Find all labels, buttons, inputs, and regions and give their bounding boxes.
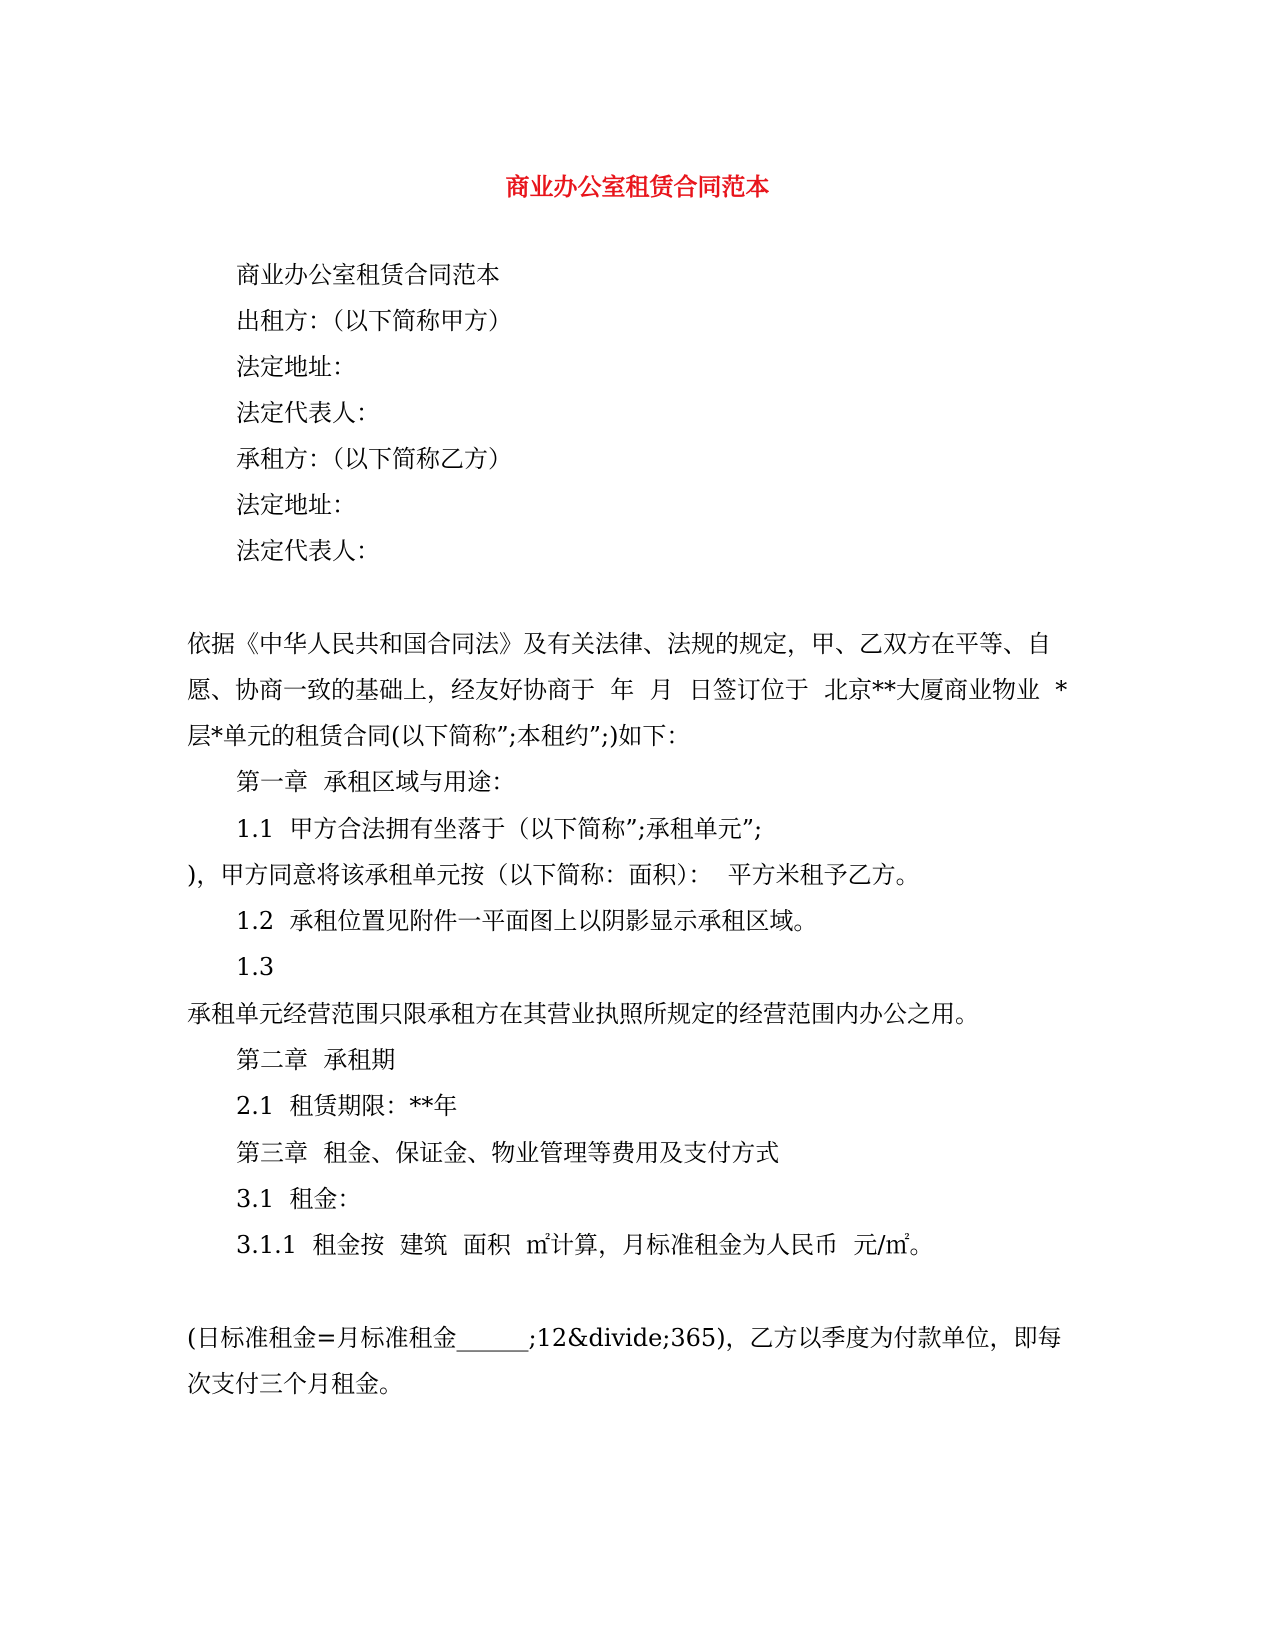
body-line: 承租方：（以下简称乙方） bbox=[236, 445, 512, 473]
chapter-heading: 第三章 租金、保证金、物业管理等费用及支付方式 bbox=[236, 1139, 780, 1167]
body-line: 出租方：（以下简称甲方） bbox=[236, 307, 512, 335]
body-line: 1.3 bbox=[236, 953, 275, 981]
body-line: 商业办公室租赁合同范本 bbox=[236, 261, 500, 289]
body-line: 3.1.1 租金按 建筑 面积 ㎡计算，月标准租金为人民币 元/㎡。 bbox=[236, 1231, 934, 1259]
body-line: 法定代表人： bbox=[236, 399, 380, 427]
body-line: 3.1 租金： bbox=[236, 1185, 362, 1213]
chapter-heading: 第一章 承租区域与用途： bbox=[236, 768, 516, 796]
chapter-heading: 第二章 承租期 bbox=[236, 1046, 396, 1074]
body-line: 法定代表人： bbox=[236, 537, 380, 565]
body-line: 次支付三个月租金。 bbox=[187, 1370, 403, 1398]
body-line: (日标准租金=月标准租金______;12&divide;365)，乙方以季度为付款单位，即每 bbox=[187, 1324, 1062, 1352]
body-line: 依据《中华人民共和国合同法》及有关法律、法规的规定，甲、乙双方在平等、自 bbox=[187, 630, 1051, 658]
body-line: 法定地址： bbox=[236, 491, 356, 519]
body-line: 法定地址： bbox=[236, 353, 356, 381]
body-line: 承租单元经营范围只限承租方在其营业执照所规定的经营范围内办公之用。 bbox=[187, 1000, 979, 1028]
body-line: 2.1 租赁期限：**年 bbox=[236, 1092, 458, 1120]
body-line: )，甲方同意将该承租单元按（以下简称：面积）： 平方米租予乙方。 bbox=[187, 861, 920, 889]
body-line: 愿、协商一致的基础上，经友好协商于 年 月 日签订位于 北京**大厦商业物业 * bbox=[187, 676, 1068, 704]
document-title: 商业办公室租赁合同范本 bbox=[505, 172, 770, 201]
body-line: 1.2 承租位置见附件一平面图上以阴影显示承租区域。 bbox=[236, 907, 818, 935]
body-line: 1.1 甲方合法拥有坐落于（以下简称”;承租单元”; bbox=[236, 815, 763, 843]
body-line: 层*单元的租赁合同(以下简称”;本租约”;)如下： bbox=[187, 722, 691, 750]
